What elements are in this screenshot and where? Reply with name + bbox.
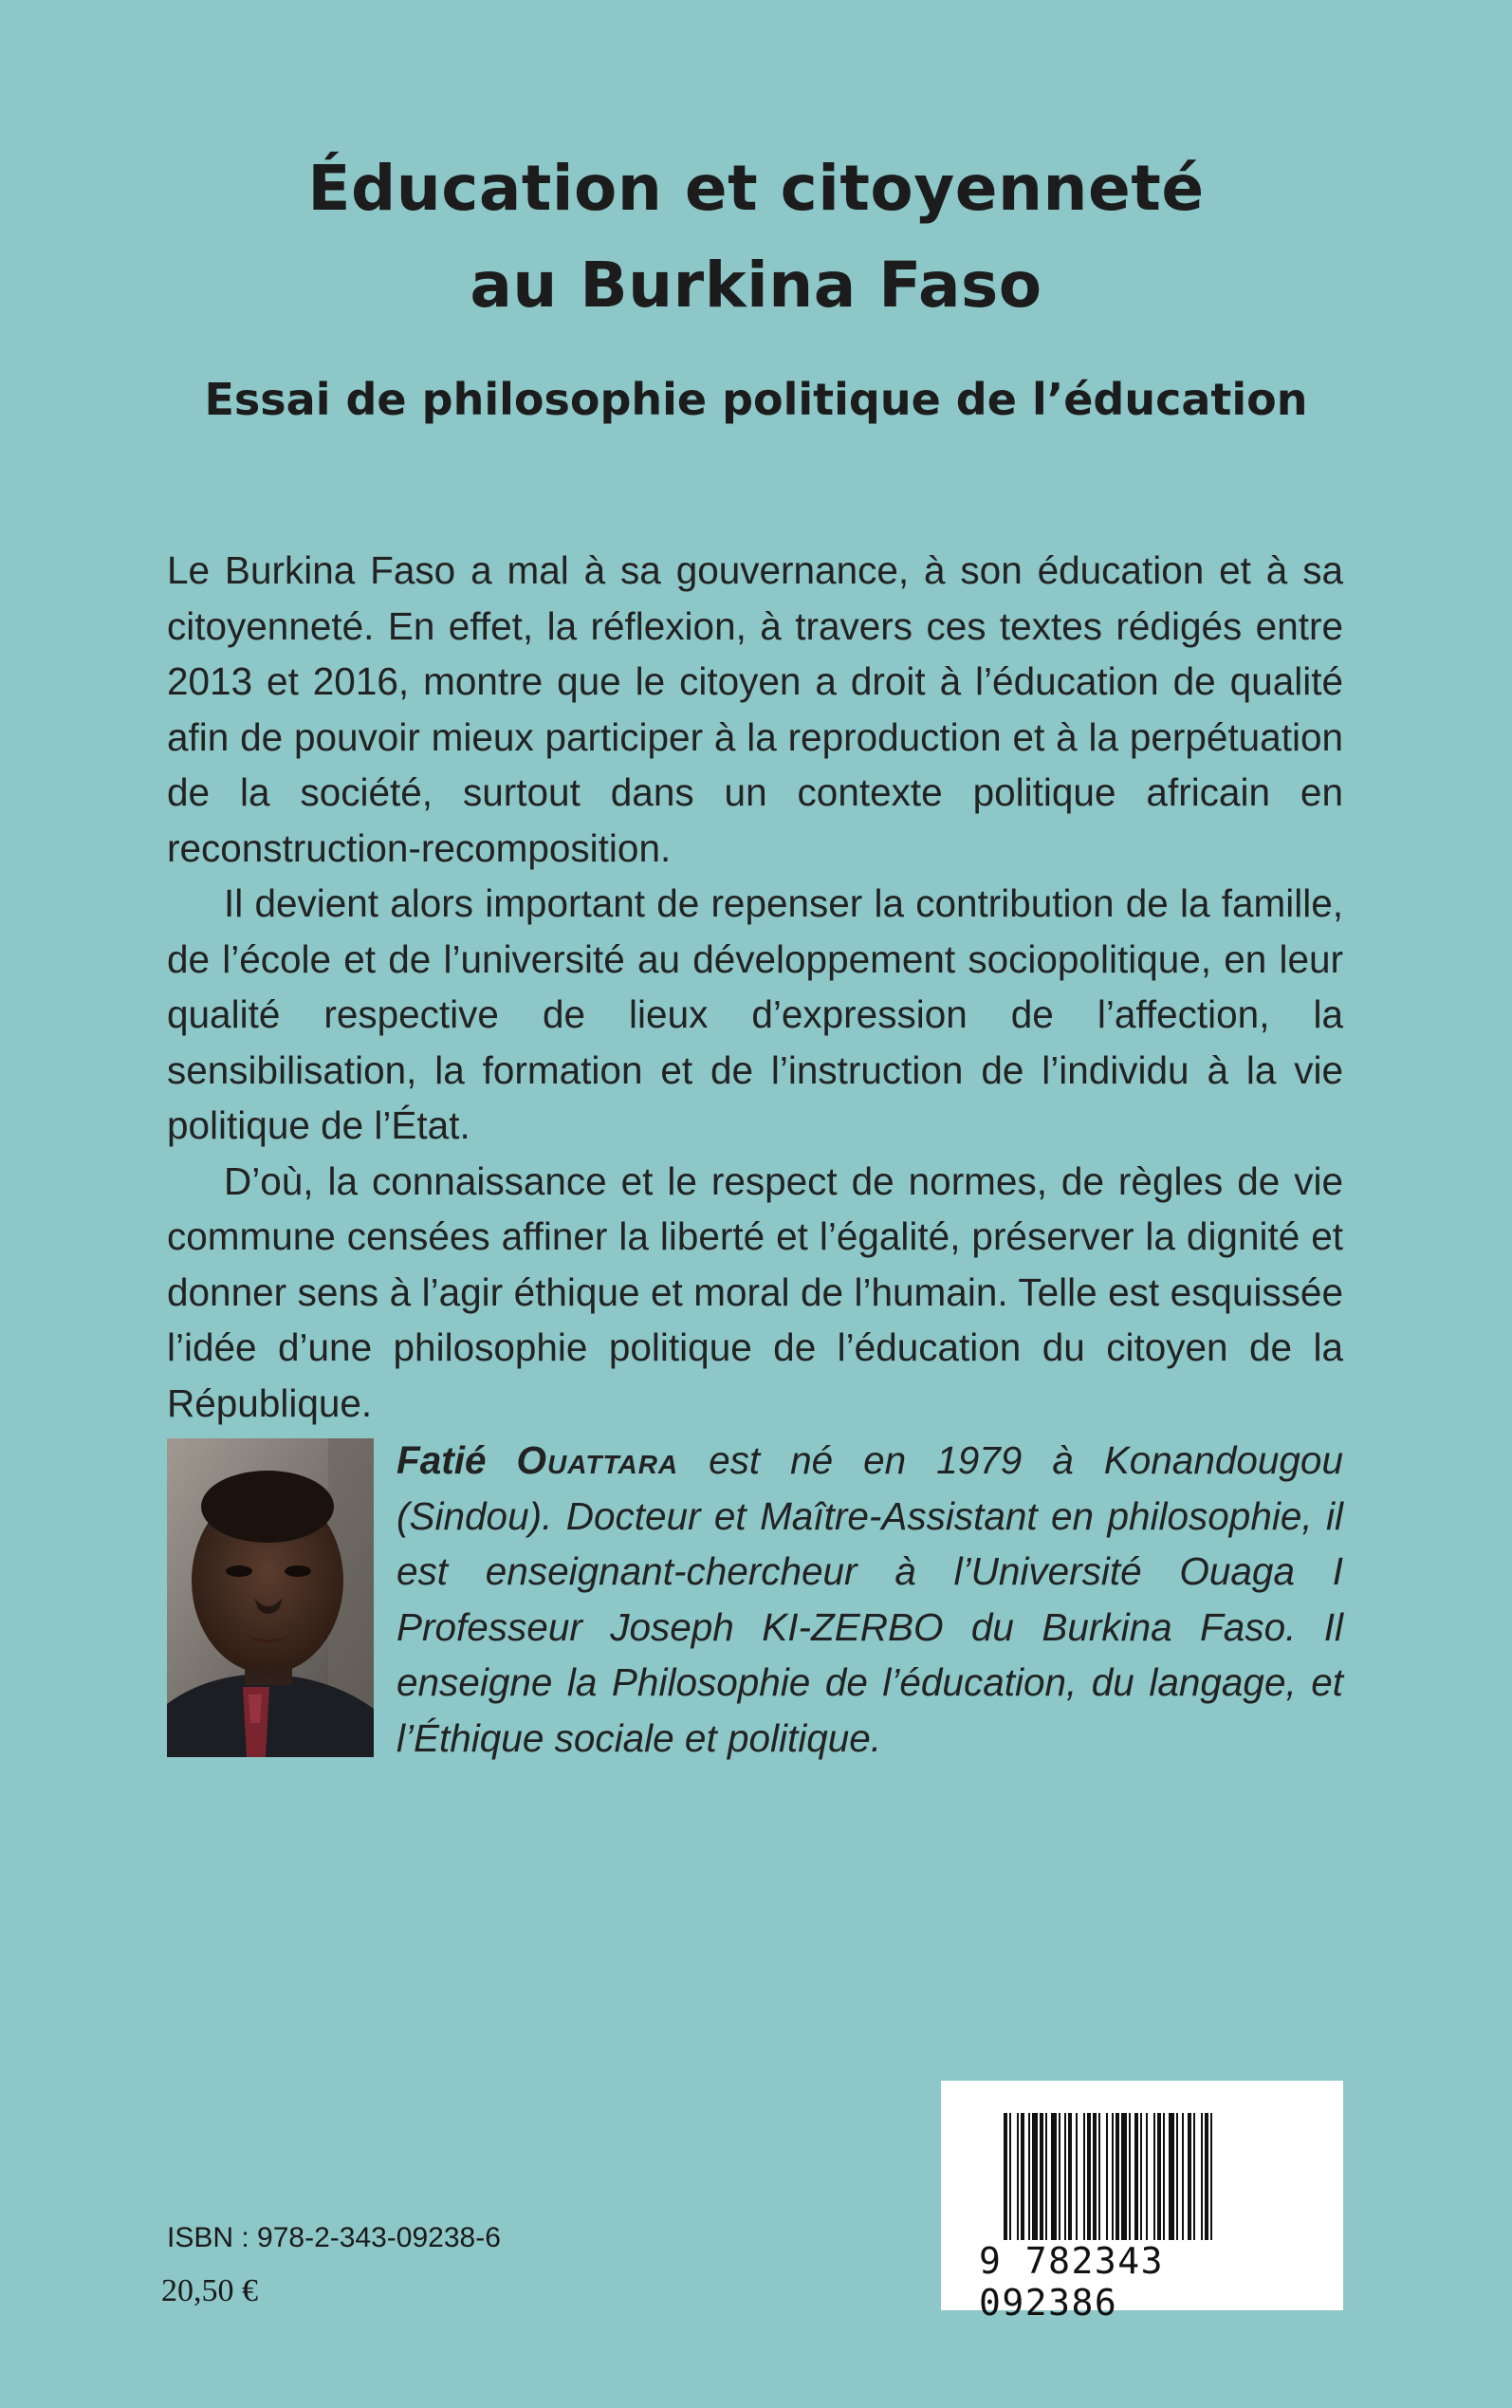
isbn-label: ISBN : 978-2-343-09238-6 bbox=[167, 2222, 501, 2253]
blurb-paragraph-1: Le Burkina Faso a mal à sa gouvernance, à son éducation et à sa citoyenneté. En effet, la réflexion, à travers ces textes rédigés entre 2013 et 2016, montre que le citoyen a droit à l’éducation de qualité afin de pouvoir mieux participer à la reproduction et à la perpétuation de la société, surtout dans un contexte politique africain en reconstruction-recomposition. bbox=[167, 548, 1343, 870]
barcode-bar bbox=[1093, 2113, 1097, 2240]
barcode-digits: 9 782343 092386 bbox=[979, 2240, 1165, 2324]
barcode-bar bbox=[1188, 2113, 1191, 2240]
barcode-bar bbox=[1004, 2113, 1007, 2240]
author-last-name: Ouattara bbox=[516, 1438, 679, 1482]
barcode-bar bbox=[1163, 2113, 1165, 2240]
barcode-bar bbox=[1140, 2113, 1142, 2240]
barcode-bar bbox=[1045, 2113, 1047, 2240]
barcode-bar bbox=[1169, 2113, 1174, 2240]
author-photo bbox=[167, 1438, 374, 1757]
barcode-bar bbox=[1059, 2113, 1060, 2240]
barcode-bar bbox=[1098, 2113, 1100, 2240]
barcode-bar bbox=[1146, 2113, 1148, 2240]
barcode-bar bbox=[1157, 2113, 1161, 2240]
barcode-bar bbox=[1182, 2113, 1184, 2240]
author-bio-text: est né en 1979 à Konandougou (Sindou). Docteur et Maître-Assistant en philosophie, il est enseignant-chercheur à l’Université Ouaga I Professeur Joseph KI-ZERBO du Burkina Faso. Il enseigne la Philosophie de l’éducation, du langage, et l’Éthique sociale et politique. bbox=[396, 1438, 1343, 1760]
blurb-paragraph-2: Il devient alors important de repenser la contribution de la famille, de l’école et de l’université au développement sociopolitique, en leur qualité respective de lieux d’expression de l’affection, la sensibilisation, la formation et de l’instruction de l’individu à la vie politique de l’État. bbox=[167, 881, 1343, 1147]
barcode-bar bbox=[1210, 2113, 1212, 2240]
book-subtitle: Essai de philosophie politique de l’éducation bbox=[204, 374, 1308, 425]
book-title-line-1: Éducation et citoyenneté bbox=[307, 152, 1205, 225]
barcode-bar bbox=[1064, 2113, 1066, 2240]
barcode-bar bbox=[1134, 2113, 1138, 2240]
barcode bbox=[941, 2081, 1343, 2324]
barcode-bar bbox=[1112, 2113, 1114, 2240]
barcode-bar bbox=[1032, 2113, 1038, 2240]
barcode-bar bbox=[1087, 2113, 1091, 2240]
barcode-bar bbox=[1017, 2113, 1019, 2240]
barcode-bar bbox=[1121, 2113, 1127, 2240]
author-bio bbox=[396, 1433, 1343, 1766]
barcode-bar bbox=[1076, 2113, 1078, 2240]
barcode-bar bbox=[1129, 2113, 1131, 2240]
barcode-bar bbox=[1051, 2113, 1057, 2240]
barcode-bar bbox=[1193, 2113, 1195, 2240]
barcode-bar bbox=[1153, 2113, 1155, 2240]
barcode-bar bbox=[1009, 2113, 1011, 2240]
barcode-bar bbox=[1116, 2113, 1119, 2240]
barcode-bar bbox=[1068, 2113, 1072, 2240]
book-title-line-2: au Burkina Faso bbox=[470, 249, 1042, 322]
barcode-bar bbox=[1083, 2113, 1085, 2240]
blurb-paragraph-3: D’où, la connaissance et le respect de normes, de règles de vie commune censées affiner la liberté et l’égalité, préserver la dignité et donner sens à l’agir éthique et moral de l’humain. Telle est esquissée l’idée d’une philosophie politique de l’éducation du citoyen de la République. bbox=[167, 1158, 1343, 1425]
blurb bbox=[167, 543, 1343, 1431]
barcode-bar bbox=[1021, 2113, 1024, 2240]
barcode-bar bbox=[1205, 2113, 1208, 2240]
barcode-bar bbox=[1040, 2113, 1043, 2240]
barcode-bar bbox=[1106, 2113, 1108, 2240]
barcode-bar bbox=[1176, 2113, 1178, 2240]
author-first-name: Fatié bbox=[396, 1438, 487, 1482]
barcode-bar bbox=[1201, 2113, 1203, 2240]
barcode-bar bbox=[1028, 2113, 1030, 2240]
price-label: 20,50 € bbox=[161, 2273, 258, 2308]
barcode-bars bbox=[1004, 2113, 1281, 2240]
